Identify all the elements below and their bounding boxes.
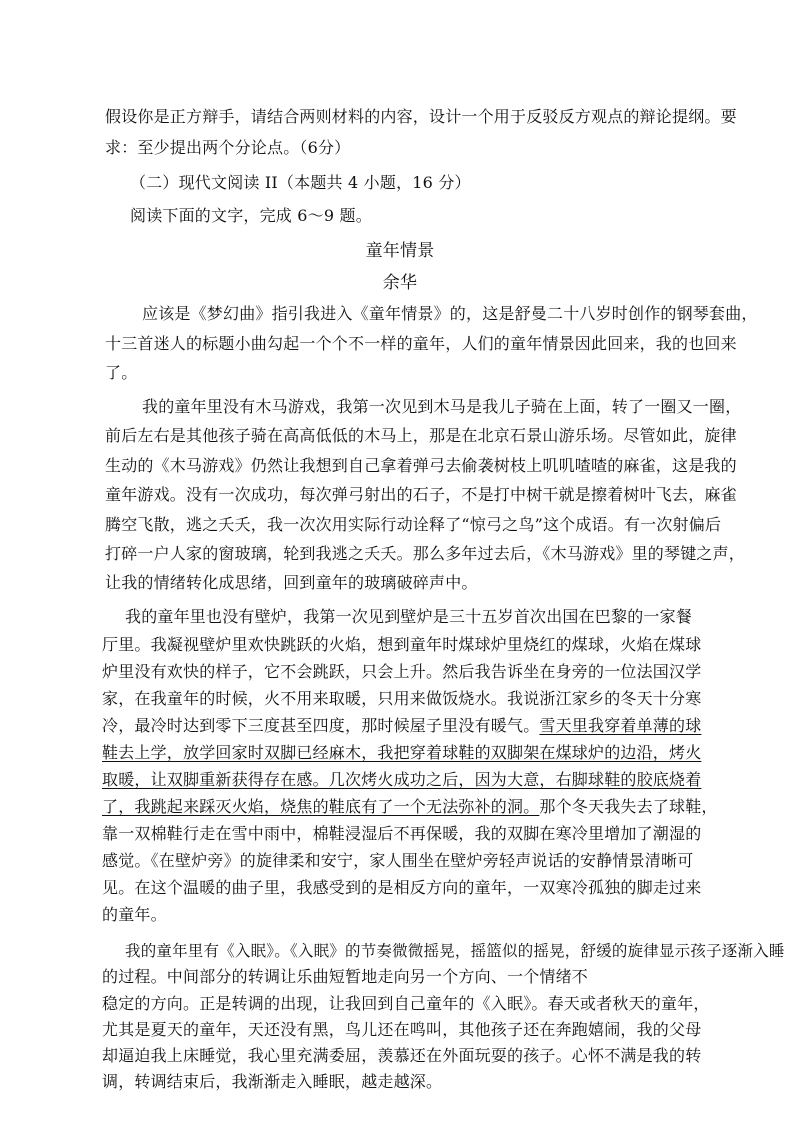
text-line: 我的童年里也没有壁炉，我第一次见到壁炉是三十五岁首次出国在巴黎的一家餐 bbox=[125, 607, 693, 626]
text-line: 见。在这个温暖的曲子里，我感受到的是相反方向的童年，一双寒冷孤独的脚走过来 bbox=[102, 878, 702, 897]
text-line bbox=[102, 796, 718, 818]
text-line: 生动的《木马游戏》仍然让我想到自己拿着弹弓去偷袭树枝上叽叽喳喳的麻雀，这是我的 bbox=[105, 456, 737, 475]
article-author: 余华 bbox=[382, 273, 418, 293]
section-instruction: 阅读下面的文字，完成 6～9 题。 bbox=[130, 206, 372, 225]
text-line: 却逼迫我上床睡觉，我心里充满委屈，羡慕还在外面玩耍的孩子。心怀不满是我的转 bbox=[102, 1046, 702, 1065]
text-line: 腾空飞散，逃之夭夭，我一次次用实际行动诠释了“惊弓之鸟”这个成语。有一次射偏后 bbox=[105, 515, 722, 534]
text-line: 了。 bbox=[105, 363, 138, 382]
text-line: 稳定的方向。正是转调的出现，让我回到自己童年的《入眠》。春天或者秋天的童年， bbox=[102, 994, 710, 1013]
text-line: 家，在我童年的时候，火不用来取暖，只用来做饭烧水。我说浙江家乡的冬天十分寒 bbox=[102, 689, 702, 708]
text-line: 打碎一户人家的窗玻璃，轮到我逃之夭夭。那么多年过去后，《木马游戏》里的琴键之声， bbox=[105, 544, 746, 563]
text-line: 童年游戏。没有一次成功，每次弹弓射出的石子，不是打中树干就是擦着树叶飞去，麻雀 bbox=[105, 485, 737, 504]
text-line: 应该是《梦幻曲》指引我进入《童年情景》的，这是舒曼二十八岁时创作的钢琴套曲， bbox=[142, 304, 758, 323]
text-line: 尤其是夏天的童年，天还没有黑，鸟儿还在鸣叫，其他孩子还在奔跑嬉闹，我的父母 bbox=[102, 1020, 702, 1039]
article-title: 童年情景 bbox=[365, 241, 435, 261]
task-line: 求：至少提出两个分论点。（6分） bbox=[105, 138, 351, 157]
underlined-text: 取暖，让双脚重新获得存在感。几次烤火成功之后，因为大意，右脚球鞋的胶底烧着 bbox=[102, 770, 702, 789]
underlined-text: 鞋去上学，放学回家时双脚已经麻木，我把穿着球鞋的双脚架在煤球炉的边沿，烤火 bbox=[102, 743, 702, 762]
text-line: 让我的情绪转化成思绪，回到童年的玻璃破碎声中。 bbox=[105, 573, 478, 592]
text-line: 我的童年里没有木马游戏，我第一次见到木马是我儿子骑在上面，转了一圈又一圈， bbox=[142, 397, 742, 416]
text-line: 我的童年里有《入眠》。《入眠》的节奏微微摇晃，摇篮似的摇晃，舒缓的旋律显示孩子逐渐入睡 bbox=[125, 942, 785, 960]
text-line: 的童年。 bbox=[102, 905, 167, 924]
text-segment: 冷，最冷时达到零下三度甚至四度，那时候屋子里没有暖气。 bbox=[102, 716, 540, 735]
text-line: 调，转调结束后，我渐渐走入睡眠，越走越深。 bbox=[102, 1072, 443, 1091]
text-line: 十三首迷人的标题小曲勾起一个个不一样的童年，人们的童年情景因此回来，我的也回来 bbox=[105, 334, 737, 353]
underlined-text: 了，我跳起来踩灭火焰，烧焦的鞋底有了一个无法弥补的洞。 bbox=[102, 797, 540, 816]
text-line: 感觉。《在壁炉旁》的旋律柔和安宁，家人围坐在壁炉旁轻声说话的安静情景清晰可 bbox=[102, 851, 694, 870]
section-heading: （二）现代文阅读 II（本题共 4 小题，16 分） bbox=[130, 173, 471, 192]
text-line: 靠一双棉鞋行走在雪中雨中，棉鞋浸湿后不再保暖，我的双脚在寒冷里增加了潮湿的 bbox=[102, 824, 702, 843]
text-line: 前后左右是其他孩子骑在高高低低的木马上，那是在北京石景山游乐场。尽管如此，旋律 bbox=[105, 426, 737, 445]
text-line: 厅里。我凝视壁炉里欢快跳跃的火焰，想到童年时煤球炉里烧红的煤球，火焰在煤球 bbox=[102, 635, 702, 654]
underlined-text: 雪天里我穿着单薄的球 bbox=[539, 716, 702, 735]
text-line: 炉里没有欢快的样子，它不会跳跃，只会上升。然后我告诉坐在身旁的一位法国汉学 bbox=[102, 662, 702, 681]
text-line bbox=[102, 715, 701, 737]
task-line: 假设你是正方辩手，请结合两则材料的内容，设计一个用于反驳反方观点的辩论提纲。要 bbox=[105, 107, 737, 126]
text-line: 的过程。中间部分的转调让乐曲短暂地走向另一个方向、一个情绪不 bbox=[102, 967, 589, 986]
text-segment: 那个冬天我失去了球鞋， bbox=[539, 797, 718, 816]
